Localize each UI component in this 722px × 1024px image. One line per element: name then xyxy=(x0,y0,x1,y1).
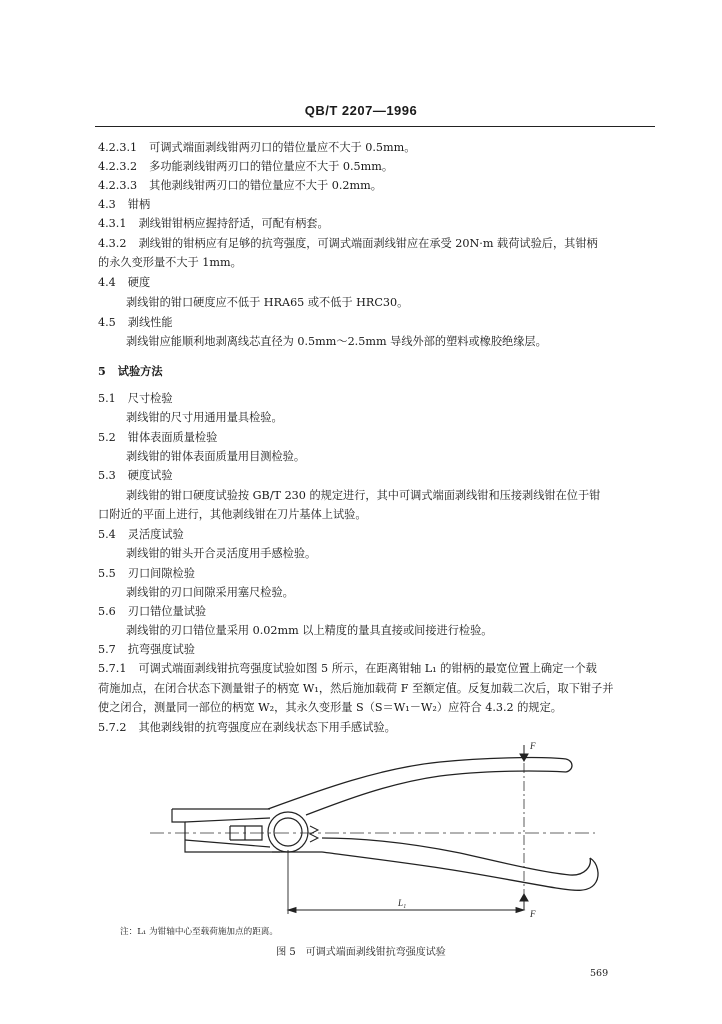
clause-text: 剥线钳的刃口错位量采用 0.02mm 以上精度的量具直接或间接进行检验。 xyxy=(126,624,493,637)
clause-text: 剥线钳钳柄应握持舒适，可配有柄套。 xyxy=(138,217,329,230)
clause-text: 硬度 xyxy=(127,276,151,289)
clause-text: 可调式端面剥线钳抗弯强度试验如图 5 所示，在距离钳轴 L₁ 的钳柄的最宽位置上确定一个载 xyxy=(138,662,597,675)
clause-text: 剥线钳的钳头开合灵活度用手感检验。 xyxy=(126,547,317,560)
standard-header: QB/T 2207—1996 xyxy=(304,103,418,118)
clause-number: 5.5 xyxy=(98,567,116,580)
clause-number: 4.5 xyxy=(98,316,116,329)
pivot xyxy=(268,812,318,852)
clause-number: 5.7.2 xyxy=(98,721,127,734)
clause-number: 4.2.3.3 xyxy=(98,179,138,192)
clause-text: 刃口错位量试验 xyxy=(127,605,207,618)
clause-number: 5.4 xyxy=(98,528,116,541)
clause-number: 4.3.1 xyxy=(98,217,127,230)
dimension-label: L₁ xyxy=(398,898,407,908)
clause-text: 剥线钳的钳体表面质量用目测检验。 xyxy=(126,450,306,463)
page-number: 569 xyxy=(590,968,609,979)
clause-text: 剥线钳的刃口间隙采用塞尺检验。 xyxy=(126,586,294,599)
clause-text: 使之闭合，测量同一部位的柄宽 W₂，其永久变形量 S（S＝W₁－W₂）应符合 4.3.2 的规定。 xyxy=(98,701,562,714)
clause-number: 4.2.3.2 xyxy=(98,160,138,173)
clause-text: 多功能剥线钳两刃口的错位量应不大于 0.5mm。 xyxy=(149,160,394,173)
clause-number: 5.2 xyxy=(98,431,116,444)
clause-text: 钳体表面质量检验 xyxy=(127,431,218,444)
clause-text: 剥线钳的钳口硬度应不低于 HRA65 或不低于 HRC30。 xyxy=(126,296,409,309)
figure-caption: 图 5 可调式端面剥线钳抗弯强度试验 xyxy=(276,947,446,958)
clause-text: 的永久变形量不大于 1mm。 xyxy=(98,256,242,269)
clause-number: 4.4 xyxy=(98,276,116,289)
clause-text: 剥线钳的钳柄应有足够的抗弯强度，可调式端面剥线钳应在承受 20N·m 载荷试验后，其钳柄 xyxy=(138,237,598,250)
clause-number: 5.1 xyxy=(98,392,116,405)
force-label-top: F xyxy=(530,741,536,751)
clause-text: 剥线钳的尺寸用通用量具检验。 xyxy=(126,411,283,424)
clause-text: 荷施加点，在闭合状态下测量钳子的柄宽 W₁，然后施加载荷 F 至额定值。反复加载二次后，取下钳子并 xyxy=(98,682,614,695)
upper-handle xyxy=(268,758,572,815)
jaws xyxy=(172,809,280,852)
clause-text: 剥线性能 xyxy=(127,316,173,329)
clause-text: 尺寸检验 xyxy=(127,392,173,405)
clause-number: 5.6 xyxy=(98,605,116,618)
clause-text: 试验方法 xyxy=(117,364,163,378)
force-label-bottom: F xyxy=(530,909,536,919)
figure-note: 注：L₁ 为钳轴中心至载荷施加点的距离。 xyxy=(120,927,278,937)
clause-text: 抗弯强度试验 xyxy=(127,643,195,656)
clause-number: 5.7.1 xyxy=(98,662,127,675)
clause-text: 灵活度试验 xyxy=(127,528,184,541)
clause-number: 5.7 xyxy=(98,643,116,656)
lower-handle xyxy=(272,838,598,890)
clause-number: 5 xyxy=(98,364,106,378)
clause-number: 4.3 xyxy=(98,198,116,211)
clause-text: 可调式端面剥线钳两刃口的错位量应不大于 0.5mm。 xyxy=(149,141,416,154)
clause-text: 钳柄 xyxy=(127,198,151,211)
clause-text: 剥线钳应能顺利地剥离线芯直径为 0.5mm～2.5mm 导线外部的塑料或橡胶绝缘层。 xyxy=(126,335,547,348)
clause-text: 刃口间隙检验 xyxy=(127,567,195,580)
clause-text: 剥线钳的钳口硬度试验按 GB/T 230 的规定进行，其中可调式端面剥线钳和压接剥线钳在位于钳 xyxy=(126,489,601,502)
clause-text: 其他剥线钳的抗弯强度应在剥线状态下用手感试验。 xyxy=(138,721,396,734)
clause-number: 4.3.2 xyxy=(98,237,127,250)
clause-number: 4.2.3.1 xyxy=(98,141,138,154)
clause-text: 口附近的平面上进行，其他剥线钳在刀片基体上试验。 xyxy=(98,508,367,521)
clause-text: 硬度试验 xyxy=(127,469,173,482)
clause-text: 其他剥线钳两刃口的错位量应不大于 0.2mm。 xyxy=(149,179,382,192)
clause-number: 5.3 xyxy=(98,469,116,482)
